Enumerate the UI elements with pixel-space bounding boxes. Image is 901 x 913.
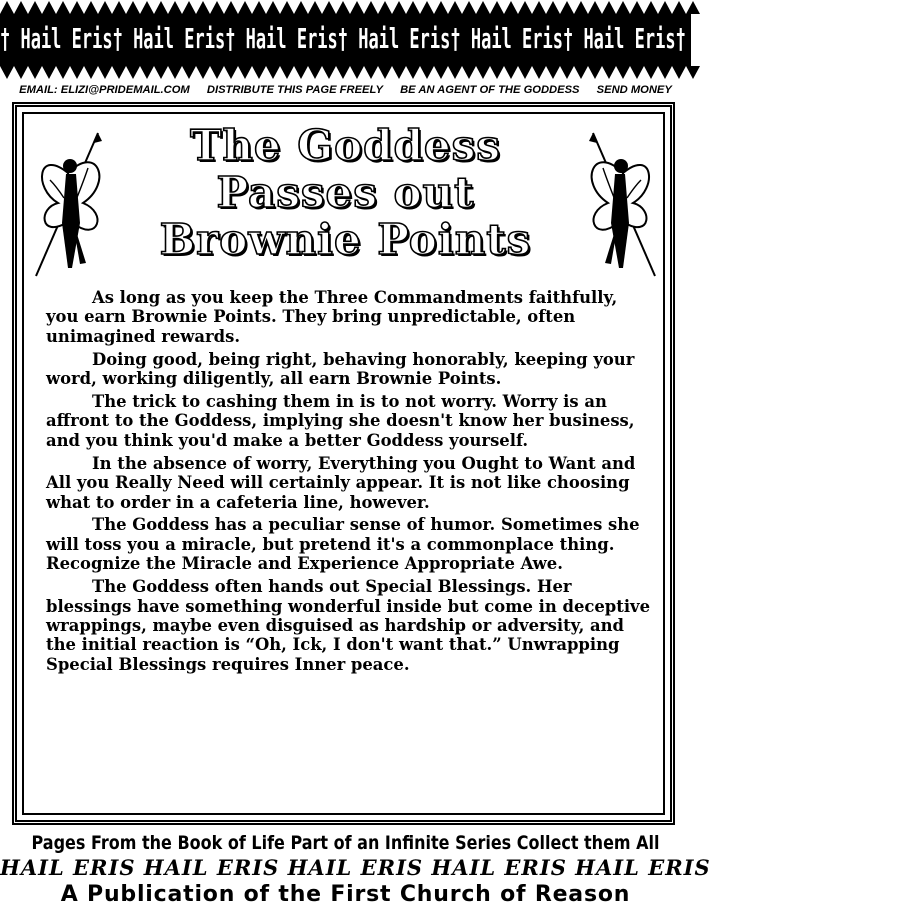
border-triangle [70, 66, 84, 79]
border-triangle [238, 1, 252, 14]
border-triangle [672, 1, 686, 14]
border-triangle [560, 1, 574, 14]
border-triangle [658, 1, 672, 14]
border-triangle [210, 66, 224, 79]
border-triangle [322, 1, 336, 14]
border-triangle [210, 1, 224, 14]
border-triangle [630, 1, 644, 14]
border-triangle [616, 66, 630, 79]
border-triangle [56, 1, 70, 14]
border-triangle [252, 66, 266, 79]
border-triangle [252, 1, 266, 14]
triangle-border-top [0, 0, 691, 14]
border-triangle [126, 1, 140, 14]
border-triangle [448, 66, 462, 79]
distribute-notice: DISTRIBUTE THIS PAGE FREELY [206, 84, 383, 96]
border-triangle [196, 1, 210, 14]
hail-eris-text: † Hail Eris [675, 24, 789, 56]
border-triangle [490, 66, 504, 79]
publisher-line: A Publication of the First Church of Reason [60, 882, 631, 907]
border-triangle [546, 1, 560, 14]
border-triangle [308, 66, 322, 79]
border-triangle [518, 1, 532, 14]
border-triangle [98, 1, 112, 14]
border-triangle [476, 1, 490, 14]
border-triangle [588, 1, 602, 14]
border-triangle [42, 1, 56, 14]
border-triangle [448, 1, 462, 14]
border-triangle [140, 66, 154, 79]
border-triangle [560, 66, 574, 79]
border-triangle [588, 66, 602, 79]
title-line-2: Passes out [216, 168, 475, 217]
title-line-1: The Goddess [190, 121, 501, 170]
border-triangle [336, 1, 350, 14]
border-triangle [56, 66, 70, 79]
border-triangle [616, 1, 630, 14]
border-triangle [378, 66, 392, 79]
border-triangle [224, 66, 238, 79]
border-triangle [490, 1, 504, 14]
triangle-border-bottom [0, 66, 691, 80]
border-triangle [420, 66, 434, 79]
border-triangle [574, 66, 588, 79]
border-triangle [602, 66, 616, 79]
page-title [120, 122, 571, 263]
border-triangle [84, 66, 98, 79]
border-triangle [154, 66, 168, 79]
hail-eris-footer: HAIL ERIS HAIL ERIS HAIL ERIS HAIL ERIS HAIL ERIS [0, 855, 711, 880]
border-triangle [350, 66, 364, 79]
border-triangle [658, 66, 672, 79]
border-triangle [686, 1, 700, 14]
border-triangle [462, 66, 476, 79]
border-triangle [504, 66, 518, 79]
border-triangle [672, 66, 686, 79]
border-triangle [630, 66, 644, 79]
border-triangle [322, 66, 336, 79]
border-triangle [476, 66, 490, 79]
border-triangle [532, 1, 546, 14]
title-line-3: Brownie Points [159, 215, 532, 264]
border-triangle [406, 66, 420, 79]
fairy-icon [573, 128, 663, 278]
border-triangle [364, 66, 378, 79]
border-triangle [462, 1, 476, 14]
border-triangle [28, 1, 42, 14]
border-triangle [28, 66, 42, 79]
hail-eris-text: † Hail Eris [450, 24, 563, 56]
border-triangle [154, 1, 168, 14]
border-triangle [518, 66, 532, 79]
hail-eris-text: † Hail Eris [0, 24, 113, 56]
border-triangle [112, 1, 126, 14]
hail-eris-text: † Hail Eris [112, 24, 226, 56]
article-body [46, 288, 650, 678]
hail-eris-banner [0, 0, 901, 82]
border-triangle [392, 1, 406, 14]
border-triangle [280, 1, 294, 14]
border-triangle [70, 1, 84, 14]
border-triangle [434, 1, 448, 14]
border-triangle [378, 1, 392, 14]
border-triangle [294, 1, 308, 14]
paragraph: Doing good, being right, behaving honorably, keeping your word, working diligently, all earn Brownie Points. [46, 349, 635, 389]
border-triangle [350, 1, 364, 14]
send-money-notice: SEND MONEY [596, 84, 672, 96]
border-triangle [0, 66, 14, 79]
header-info-line [0, 84, 691, 96]
hail-eris-text: † Hail Eris [562, 24, 676, 56]
border-triangle [140, 1, 154, 14]
fairy-icon [28, 128, 118, 278]
hail-eris-text: † Hail Eris [788, 24, 901, 56]
border-triangle [14, 66, 28, 79]
border-triangle [196, 66, 210, 79]
border-triangle [84, 1, 98, 14]
hail-eris-strip [0, 14, 901, 66]
border-triangle [574, 1, 588, 14]
border-triangle [644, 1, 658, 14]
paragraph: The Goddess often hands out Special Blessings. Her blessings have something wonderful inside but come in deceptive wrappings, maybe even disguised as hardship or adversity, and the initial reaction is “Oh, Ick, I don't want that.” Unwrapping Special Blessings requires Inner peace. [46, 577, 651, 674]
paragraph: The trick to cashing them in is to not worry. Worry is an affront to the Goddess, implying she doesn't know her business, and you think you'd make a better Goddess yourself. [46, 392, 635, 450]
border-triangle [602, 1, 616, 14]
border-triangle [532, 66, 546, 79]
border-triangle [434, 66, 448, 79]
border-triangle [294, 66, 308, 79]
hail-eris-text: † Hail Eris [337, 24, 451, 56]
border-triangle [224, 1, 238, 14]
border-triangle [112, 66, 126, 79]
border-triangle [126, 66, 140, 79]
border-triangle [266, 1, 280, 14]
border-triangle [168, 1, 182, 14]
border-triangle [308, 1, 322, 14]
border-triangle [686, 66, 700, 79]
email-address: EMAIL: ELIZI@PRIDEMAIL.COM [19, 84, 190, 96]
border-triangle [504, 1, 518, 14]
border-triangle [98, 66, 112, 79]
border-triangle [42, 66, 56, 79]
border-triangle [14, 1, 28, 14]
border-triangle [644, 66, 658, 79]
border-triangle [266, 66, 280, 79]
border-triangle [238, 66, 252, 79]
border-triangle [364, 1, 378, 14]
hail-eris-text: † Hail Eris [225, 24, 338, 56]
border-triangle [420, 1, 434, 14]
border-triangle [280, 66, 294, 79]
border-triangle [182, 66, 196, 79]
paragraph: The Goddess has a peculiar sense of humor. Sometimes she will toss you a miracle, but pretend it's a commonplace thing. Recognize the Miracle and Experience Appropriate Awe. [46, 515, 640, 574]
agent-notice: BE AN AGENT OF THE GODDESS [400, 84, 580, 96]
border-triangle [182, 1, 196, 14]
border-triangle [168, 66, 182, 79]
border-triangle [406, 1, 420, 14]
paragraph: As long as you keep the Three Commandments faithfully, you earn Brownie Points. They bring unpredictable, often unimagined rewards. [46, 288, 618, 346]
series-tagline: Pages From the Book of Life Part of an Infinite Series Collect them All [31, 831, 660, 854]
border-triangle [392, 66, 406, 79]
border-triangle [336, 66, 350, 79]
paragraph: In the absence of worry, Everything you Ought to Want and All you Really Need will certainly appear. It is not like choosing what to order in a cafeteria line, however. [46, 453, 636, 512]
border-triangle [0, 1, 14, 14]
border-triangle [546, 66, 560, 79]
